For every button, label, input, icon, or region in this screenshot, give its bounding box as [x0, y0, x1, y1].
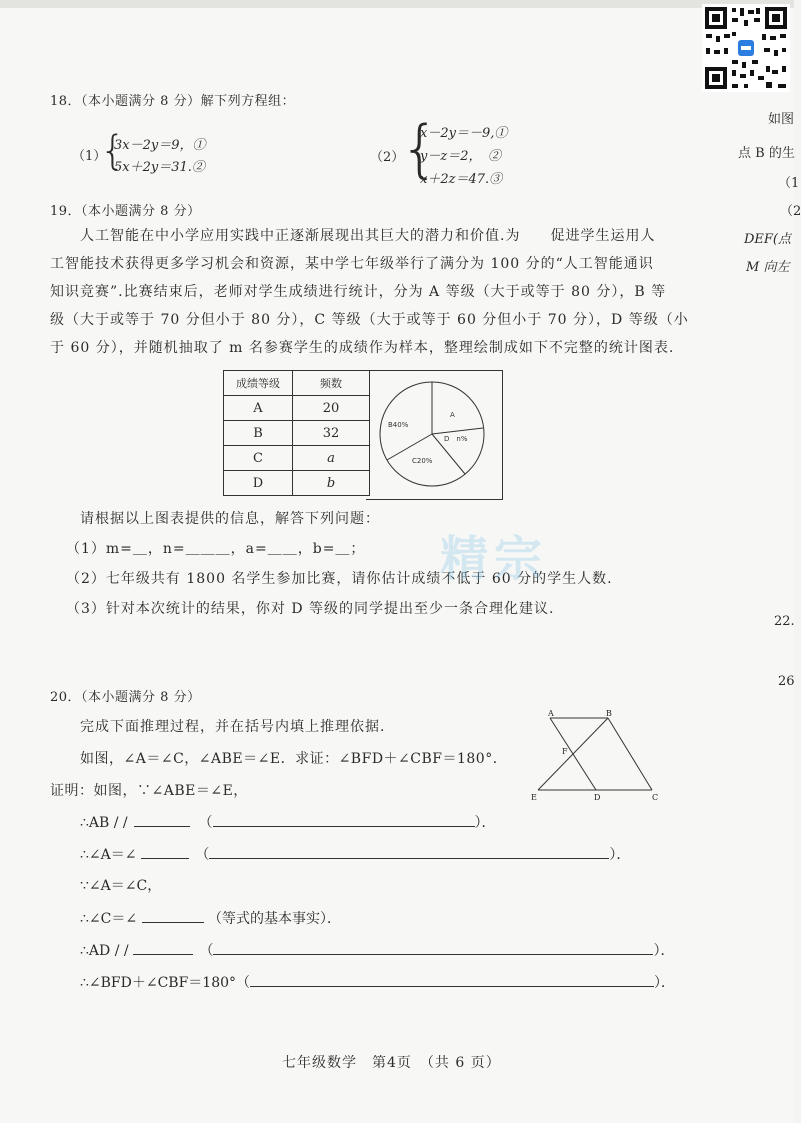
- table-row: [224, 421, 370, 446]
- proof-step-text: ∴∠A＝∠: [80, 847, 137, 863]
- table-row: [224, 471, 370, 496]
- table-header: 成绩等级: [224, 371, 293, 396]
- table-cell: C: [224, 446, 293, 471]
- side-text: M 向左: [746, 260, 790, 275]
- q19-paragraph-line: 于 60 分），并随机抽取了 m 名参赛学生的成绩作为样本，整理绘制成如下不完整的统计图表.: [50, 340, 675, 356]
- proof-step-6: ∴∠BFD＋∠CBF＝180°（ ）．: [80, 971, 675, 992]
- q18-p2-eq1: x－2y＝－9,①: [420, 126, 508, 141]
- pie-label-a: A: [450, 411, 455, 419]
- table-cell: b: [293, 471, 370, 496]
- point-label: B: [606, 709, 612, 718]
- q19-paragraph-line: 级（大于或等于 70 分但小于 80 分），C 等级（大于或等于 60 分但小于 70 分），D 等级（小: [50, 312, 689, 328]
- pie-label-b: B40%: [388, 421, 409, 429]
- point-label: D: [594, 793, 601, 802]
- proof-step-reason: （等式的基本事实）．: [208, 911, 341, 927]
- brace-icon: {: [400, 112, 440, 185]
- q18-p1-eq2: 5x＋2y＝31.②: [114, 160, 205, 175]
- q20-proof-start: 证明：如图，∵∠ABE＝∠E，: [50, 783, 248, 799]
- answer-blank[interactable]: [141, 843, 189, 859]
- reason-blank[interactable]: [209, 843, 609, 859]
- q19-paragraph-line: 工智能技术获得更多学习机会和资源，某中学七年级举行了满分为 100 分的“人工智能通识: [50, 256, 654, 272]
- geometry-figure: [528, 708, 668, 804]
- q18-part1-label: （1）: [72, 149, 107, 164]
- table-cell: a: [293, 446, 370, 471]
- side-text: 22.: [774, 614, 795, 629]
- q19-sub1: （1）m=＿，n=＿＿＿，a=＿＿，b=＿；: [66, 541, 366, 557]
- table-cell: B: [224, 421, 293, 446]
- q18-p2-eq3: x＋2z＝47.③: [420, 172, 503, 187]
- q18-p2-eq2: y－z＝2， ②: [420, 149, 501, 164]
- proof-step-2: ∴∠A＝∠ （ ）．: [80, 843, 630, 864]
- answer-blank[interactable]: [134, 811, 190, 827]
- proof-step-1: ∴AB / / （ ）．: [80, 811, 496, 832]
- table-row: [224, 446, 370, 471]
- side-text: （2: [780, 204, 801, 219]
- table-cell: D: [224, 471, 293, 496]
- pie-chart-box: [366, 370, 503, 500]
- table-row: [224, 396, 370, 421]
- pie-divider: [432, 428, 483, 434]
- point-label: C: [652, 793, 659, 802]
- reason-blank[interactable]: [250, 971, 654, 987]
- reason-blank[interactable]: [213, 811, 475, 827]
- table-cell: A: [224, 396, 293, 421]
- q18-part2-label: （2）: [370, 150, 405, 165]
- qr-code-icon: [702, 4, 790, 92]
- reason-blank[interactable]: [213, 939, 653, 955]
- pie-label-d: D n%: [444, 435, 468, 443]
- side-text: （1: [778, 176, 800, 191]
- frequency-table: [223, 370, 370, 496]
- proof-step-5: ∴AD / / （ ）．: [80, 939, 674, 960]
- point-label: E: [531, 793, 537, 802]
- q20-intro: 完成下面推理过程，并在括号内填上推理依据.: [80, 719, 386, 735]
- q19-prompt: 请根据以上图表提供的信息，解答下列问题：: [80, 511, 380, 527]
- proof-step-text: ∴AD / /: [80, 943, 129, 959]
- side-text: DEF(点: [744, 232, 792, 247]
- table-cell: 20: [293, 396, 370, 421]
- proof-step-4: [80, 907, 341, 928]
- answer-blank[interactable]: [142, 907, 204, 923]
- page-footer: 七年级数学 第4页 （共 6 页）: [282, 1055, 501, 1071]
- point-label: A: [548, 709, 554, 718]
- proof-step-text: ∴∠BFD＋∠CBF＝180°（: [80, 975, 251, 991]
- side-text: 点 B 的生: [738, 146, 795, 161]
- side-text: 如图: [768, 112, 795, 127]
- watermark: 精宗: [440, 531, 549, 587]
- point-label: F: [562, 747, 568, 756]
- question-18-header: 18．（本小题满分 8 分）解下列方程组：: [50, 94, 296, 109]
- table-cell: 32: [293, 421, 370, 446]
- question-19-header: 19．（本小题满分 8 分）: [50, 204, 201, 219]
- side-text: 26: [778, 674, 795, 689]
- q20-given: 如图，∠A＝∠C，∠ABE＝∠E．求证：∠BFD＋∠CBF＝180°．: [80, 751, 508, 767]
- q19-paragraph-line: 人工智能在中小学应用实践中正逐渐展现出其巨大的潜力和价值.为 促进学生运用人: [80, 228, 656, 244]
- q19-paragraph-line: 知识竞赛”.比赛结束后，老师对学生成绩进行统计，分为 A 等级（大于或等于 80 分），B 等: [50, 284, 667, 300]
- brace-icon: {: [100, 128, 126, 174]
- pie-label-c: C20%: [412, 457, 433, 465]
- pie-chart: [366, 371, 502, 499]
- proof-step-text: ∴AB / /: [80, 815, 128, 831]
- question-20-header: 20．（本小题满分 8 分）: [50, 690, 201, 705]
- q19-sub2: （2）七年级共有 1800 名学生参加比赛，请你估计成绩不低于 60 分的学生人数.: [66, 571, 613, 587]
- answer-blank[interactable]: [133, 939, 193, 955]
- top-strip: [0, 0, 794, 8]
- q18-p1-eq1: 3x－2y＝9，①: [114, 138, 206, 153]
- proof-step-text: ∴∠C＝∠: [80, 911, 138, 927]
- proof-step-3: ∵∠A＝∠C，: [80, 878, 162, 894]
- q19-sub3: （3）针对本次统计的结果，你对 D 等级的同学提出至少一条合理化建议.: [66, 601, 555, 617]
- table-header: 频数: [293, 371, 370, 396]
